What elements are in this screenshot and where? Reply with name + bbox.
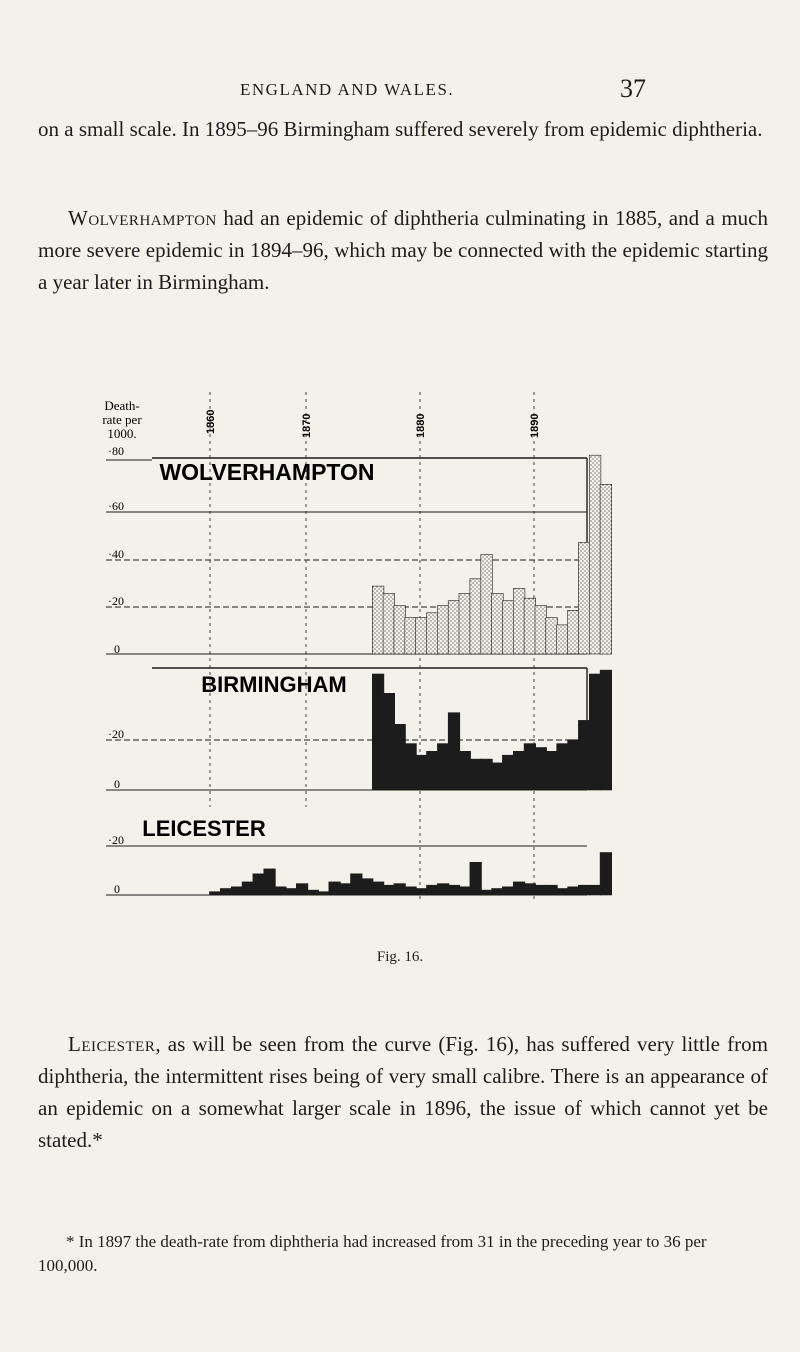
leicester-bar-1873 bbox=[351, 874, 363, 895]
leicester-bar-1871 bbox=[329, 882, 341, 895]
paragraph-3-text: , as will be seen from the curve (Fig. 16), has suffered very little from diphtheria, the intermittent rises being of very small calibre. There is an appearance of an epidemic on a somewhat larger scale in 1896, the issue of which cannot yet be stated.* bbox=[38, 1032, 768, 1152]
birmingham-bar-1886 bbox=[492, 763, 504, 790]
birmingham-bar-1881 bbox=[437, 744, 449, 790]
figure-caption: Fig. 16. bbox=[376, 949, 424, 965]
leicester-bar-1881 bbox=[437, 884, 449, 895]
wolverhampton-bar-1882 bbox=[448, 601, 460, 654]
leicester-bar-1870 bbox=[318, 892, 330, 895]
wolverhampton-tick-80: ·80 bbox=[108, 444, 124, 458]
leicester-bar-1895 bbox=[589, 885, 601, 895]
birmingham-bar-1888 bbox=[513, 751, 525, 790]
wolverhampton-bar-1881 bbox=[437, 606, 449, 655]
birmingham-bar-1883 bbox=[459, 751, 471, 790]
birmingham-bar-1891 bbox=[546, 751, 558, 790]
wolverhampton-tick-60: ·60 bbox=[108, 499, 124, 513]
leicester-bar-1886 bbox=[492, 889, 504, 896]
wolverhampton-bar-1880 bbox=[427, 613, 439, 654]
leicester-bar-1883 bbox=[459, 887, 471, 895]
paragraph-3 bbox=[38, 1028, 768, 1156]
running-title: ENGLAND AND WALES. bbox=[240, 80, 455, 99]
leicester-bar-1864 bbox=[253, 874, 265, 895]
leicester-bar-1877 bbox=[394, 884, 406, 895]
running-head bbox=[0, 74, 800, 108]
paragraph-3-lead: Leicester bbox=[68, 1032, 156, 1056]
leicester-bar-1888 bbox=[513, 882, 525, 895]
birmingham-bar-1878 bbox=[405, 744, 417, 790]
wolverhampton-bar-1879 bbox=[416, 618, 428, 654]
wolverhampton-bar-1887 bbox=[502, 601, 514, 654]
leicester-bar-1878 bbox=[405, 887, 417, 895]
birmingham-bar-1876 bbox=[383, 693, 395, 790]
leicester-bar-1891 bbox=[546, 885, 558, 895]
birmingham-bar-1895 bbox=[589, 674, 601, 790]
leicester-tick-0: 0 bbox=[114, 882, 120, 896]
wolverhampton-bar-1886 bbox=[492, 593, 504, 654]
leicester-bar-1893 bbox=[568, 887, 580, 895]
page-number: 37 bbox=[620, 74, 646, 103]
wolverhampton-tick-0: 0 bbox=[114, 642, 120, 656]
leicester-bar-1863 bbox=[242, 882, 254, 895]
wolverhampton-bar-1889 bbox=[524, 598, 536, 654]
paragraph-1: on a small scale. In 1895–96 Birmingham suffered severely from epidemic diphtheria. bbox=[38, 117, 763, 141]
leicester-bar-1885 bbox=[481, 890, 493, 895]
leicester-bar-1887 bbox=[502, 887, 514, 895]
birmingham-bar-1879 bbox=[416, 755, 428, 790]
leicester-bar-1880 bbox=[427, 885, 439, 895]
leicester-bar-1865 bbox=[264, 869, 276, 895]
leicester-bar-1866 bbox=[275, 887, 287, 895]
wolverhampton-bar-1894 bbox=[578, 542, 590, 654]
year-label-1870: 1870 bbox=[301, 413, 313, 438]
birmingham-bar-1890 bbox=[535, 748, 547, 791]
year-label-1890: 1890 bbox=[529, 413, 541, 438]
axis-heading-1: Death- bbox=[104, 398, 140, 413]
wolverhampton-bar-1883 bbox=[459, 593, 471, 654]
wolverhampton-bar-1891 bbox=[546, 618, 558, 654]
birmingham-bar-1875 bbox=[372, 674, 384, 790]
wolverhampton-bar-1877 bbox=[394, 606, 406, 655]
year-label-1880: 1880 bbox=[415, 413, 427, 438]
leicester-bar-1862 bbox=[231, 887, 243, 895]
birmingham-bar-1884 bbox=[470, 759, 482, 790]
wolverhampton-bar-1884 bbox=[470, 579, 482, 654]
wolverhampton-tick-20: ·20 bbox=[108, 594, 124, 608]
leicester-bar-1884 bbox=[470, 862, 482, 895]
wolverhampton-bar-1875 bbox=[372, 586, 384, 654]
birmingham-bar-1893 bbox=[568, 740, 580, 790]
birmingham-bar-1887 bbox=[502, 755, 514, 790]
wolverhampton-bar-1892 bbox=[557, 625, 569, 654]
paragraph-2-text: had an epidemic of diphtheria culminating in 1885, and a much more severe epidemic in 1894–96, which may be connected with the epidemic starting a year later in Birmingham. bbox=[38, 206, 768, 294]
panel-title-birmingham: BIRMINGHAM bbox=[201, 672, 347, 697]
panel-title-wolverhampton: WOLVERHAMPTON bbox=[159, 459, 375, 485]
leicester-tick-20: ·20 bbox=[108, 833, 124, 847]
leicester-bar-1867 bbox=[285, 889, 297, 896]
wolverhampton-bar-1888 bbox=[513, 589, 525, 655]
birmingham-bar-1882 bbox=[448, 713, 460, 790]
wolverhampton-bar-1878 bbox=[405, 618, 417, 654]
birmingham-tick-20: ·20 bbox=[108, 727, 124, 741]
leicester-bar-1894 bbox=[578, 885, 590, 895]
wolverhampton-bar-1895 bbox=[589, 455, 601, 654]
leicester-bar-1868 bbox=[296, 884, 308, 895]
leicester-bar-1882 bbox=[448, 885, 460, 895]
wolverhampton-bar-1876 bbox=[383, 593, 395, 654]
birmingham-bar-1896 bbox=[600, 670, 612, 790]
birmingham-bar-1880 bbox=[427, 751, 439, 790]
paragraph-2 bbox=[38, 202, 768, 298]
wolverhampton-tick-40: ·40 bbox=[108, 547, 124, 561]
leicester-bar-1896 bbox=[600, 853, 612, 896]
birmingham-tick-0: 0 bbox=[114, 777, 120, 791]
leicester-bar-1872 bbox=[340, 884, 352, 895]
wolverhampton-bar-1890 bbox=[535, 606, 547, 655]
leicester-bar-1874 bbox=[361, 879, 373, 895]
diphtheria-chart bbox=[92, 362, 612, 982]
axis-heading-3: 1000. bbox=[107, 426, 137, 441]
figure-16 bbox=[92, 362, 612, 1012]
leicester-bar-1890 bbox=[535, 885, 547, 895]
wolverhampton-bar-1893 bbox=[568, 610, 580, 654]
footnote: * In 1897 the death-rate from diphtheria had increased from 31 in the preceding year to 36 per 100,000. bbox=[38, 1232, 707, 1275]
wolverhampton-bar-1885 bbox=[481, 555, 493, 654]
leicester-bar-1869 bbox=[307, 890, 319, 895]
year-label-1860: 1860 bbox=[205, 409, 217, 434]
leicester-bar-1860 bbox=[210, 892, 222, 895]
leicester-bar-1876 bbox=[383, 885, 395, 895]
birmingham-bar-1892 bbox=[557, 744, 569, 790]
paragraph-2-lead: Wolverhampton bbox=[68, 206, 217, 230]
birmingham-bar-1894 bbox=[578, 720, 590, 790]
leicester-bar-1875 bbox=[372, 882, 384, 895]
wolverhampton-bar-1896 bbox=[600, 484, 612, 654]
axis-heading-2: rate per bbox=[102, 412, 142, 427]
panel-title-leicester: LEICESTER bbox=[142, 816, 266, 841]
leicester-bar-1889 bbox=[524, 884, 536, 895]
leicester-bar-1879 bbox=[416, 889, 428, 896]
leicester-bar-1892 bbox=[557, 889, 569, 896]
birmingham-bar-1885 bbox=[481, 759, 493, 790]
birmingham-bar-1889 bbox=[524, 744, 536, 790]
leicester-bar-1861 bbox=[220, 889, 232, 896]
birmingham-bar-1877 bbox=[394, 724, 406, 790]
